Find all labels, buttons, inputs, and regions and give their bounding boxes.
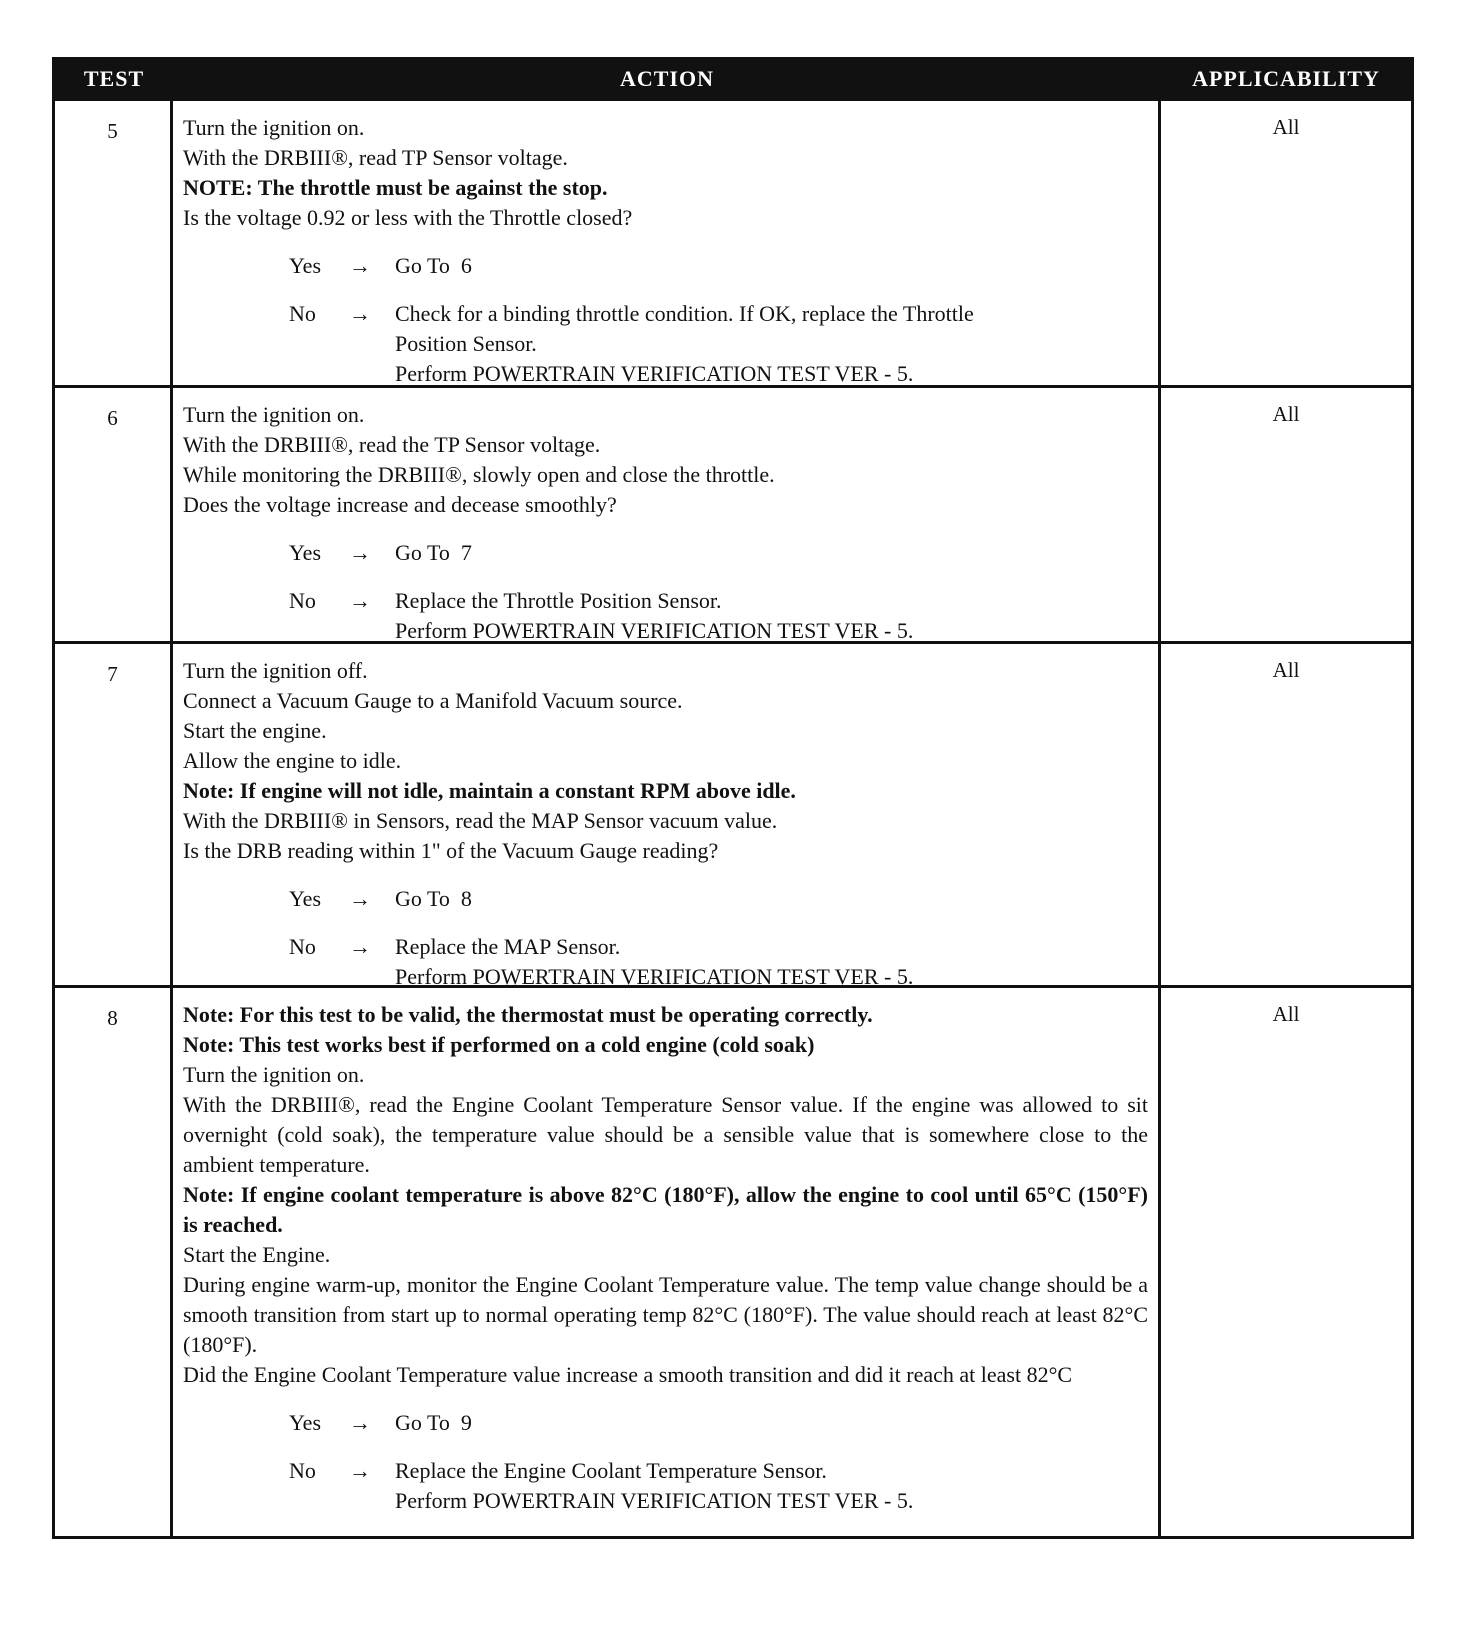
instruction-line: Did the Engine Coolant Temperature value increase a smooth transition and did it reach at least 82°C [183, 1362, 1073, 1387]
action-cell [173, 101, 1161, 385]
result-line: Perform POWERTRAIN VERIFICATION TEST VER - 5. [395, 618, 914, 643]
instruction-line: Turn the ignition on. [183, 115, 365, 140]
no-result [395, 586, 1148, 646]
header-test: TEST [83, 66, 145, 91]
result-line: Replace the Throttle Position Sensor. [395, 588, 722, 613]
arrow-icon: → [349, 934, 371, 959]
arrow-icon: → [349, 1410, 371, 1435]
yes-label: Yes [289, 1410, 322, 1435]
note-line: NOTE: The throttle must be against the stop. [183, 175, 608, 200]
yes-branch [183, 251, 1148, 281]
instruction-line: Turn the ignition off. [183, 658, 368, 683]
test-number: 6 [55, 388, 173, 641]
arrow-icon: → [349, 301, 371, 326]
action-cell [173, 644, 1161, 989]
no-branch [183, 1456, 1148, 1516]
note-line: Note: If engine coolant temperature is above 82°C (180°F), allow the engine to cool until 65°C (150°F) is reached. [183, 1182, 1148, 1237]
note-line: Note: For this test to be valid, the thermostat must be operating correctly. [183, 1002, 873, 1027]
instruction-line: Turn the ignition on. [183, 1062, 365, 1087]
result-line: Position Sensor. [395, 331, 537, 356]
instruction-line: Is the DRB reading within 1" of the Vacuum Gauge reading? [183, 838, 719, 863]
applicability-cell: All [1272, 658, 1300, 682]
note-line: Note: This test works best if performed on a cold engine (cold soak) [183, 1032, 815, 1057]
instruction-line: During engine warm-up, monitor the Engine Coolant Temperature value. The temp value change should be a smooth transition from start up to normal operating temp 82°C (180°F). The value should reach at least 82°C (180°F). [183, 1272, 1148, 1357]
header-applicability: APPLICABILITY [1192, 66, 1380, 91]
yes-branch [183, 1408, 1148, 1438]
instruction-line: While monitoring the DRBIII®, slowly open and close the throttle. [183, 462, 775, 487]
instruction-line: Start the Engine. [183, 1242, 331, 1267]
result-line: Perform POWERTRAIN VERIFICATION TEST VER - 5. [395, 964, 914, 989]
table-row [55, 98, 1411, 385]
no-result [395, 932, 1148, 992]
result-line: Go To 8 [395, 886, 472, 911]
arrow-icon: → [349, 253, 371, 278]
instruction-line: With the DRBIII®, read the Engine Coolant Temperature Sensor value. If the engine was allowed to sit overnight (cold soak), the temperature value should be a sensible value that is somewhere close to the ambient temperature. [183, 1092, 1148, 1177]
instruction-line: Does the voltage increase and decease smoothly? [183, 492, 617, 517]
yes-label: Yes [289, 886, 322, 911]
arrow-icon: → [349, 1458, 371, 1483]
result-line: Replace the MAP Sensor. [395, 934, 621, 959]
no-label: No [289, 588, 316, 613]
yes-result [395, 1408, 1148, 1438]
result-line: Go To 9 [395, 1410, 472, 1435]
no-label: No [289, 1458, 316, 1483]
applicability-cell: All [1272, 115, 1300, 139]
no-result [395, 299, 1148, 389]
yes-result [395, 884, 1148, 914]
result-line: Replace the Engine Coolant Temperature Sensor. [395, 1458, 827, 1483]
yes-branch [183, 884, 1148, 914]
table-header [55, 60, 1411, 98]
header-action: ACTION [619, 66, 714, 91]
instruction-line: With the DRBIII®, read TP Sensor voltage. [183, 145, 568, 170]
instruction-line: Start the engine. [183, 718, 327, 743]
instruction-line: With the DRBIII®, read the TP Sensor voltage. [183, 432, 601, 457]
yes-label: Yes [289, 253, 322, 278]
instruction-line: With the DRBIII® in Sensors, read the MAP Sensor vacuum value. [183, 808, 778, 833]
test-number: 5 [55, 101, 173, 385]
result-line: Check for a binding throttle condition. If OK, replace the Throttle [395, 301, 974, 326]
yes-result [395, 538, 1148, 568]
yes-branch [183, 538, 1148, 568]
instruction-line: Is the voltage 0.92 or less with the Throttle closed? [183, 205, 633, 230]
test-number: 7 [55, 644, 173, 985]
result-line: Go To 6 [395, 253, 472, 278]
no-label: No [289, 301, 316, 326]
yes-result [395, 251, 1148, 281]
result-line: Perform POWERTRAIN VERIFICATION TEST VER - 5. [395, 1488, 914, 1513]
no-label: No [289, 934, 316, 959]
arrow-icon: → [349, 540, 371, 565]
result-line: Go To 7 [395, 540, 472, 565]
test-number: 8 [55, 988, 173, 1536]
table-row [55, 641, 1411, 989]
no-branch [183, 932, 1148, 992]
applicability-cell: All [1272, 1002, 1300, 1026]
action-cell [173, 388, 1161, 641]
no-branch [183, 586, 1148, 646]
no-result [395, 1456, 1148, 1516]
instruction-line: Connect a Vacuum Gauge to a Manifold Vacuum source. [183, 688, 683, 713]
arrow-icon: → [349, 588, 371, 613]
note-line: Note: If engine will not idle, maintain a constant RPM above idle. [183, 778, 796, 803]
diagnostic-test-table [52, 57, 1414, 1539]
action-cell [173, 988, 1161, 1536]
instruction-line: Allow the engine to idle. [183, 748, 402, 773]
yes-label: Yes [289, 540, 322, 565]
no-branch [183, 299, 1148, 389]
instruction-line: Turn the ignition on. [183, 402, 365, 427]
arrow-icon: → [349, 886, 371, 911]
table-row [55, 985, 1411, 1536]
table-row [55, 385, 1411, 641]
applicability-cell: All [1272, 402, 1300, 426]
result-line: Perform POWERTRAIN VERIFICATION TEST VER - 5. [395, 361, 914, 386]
table-body [55, 98, 1411, 1536]
